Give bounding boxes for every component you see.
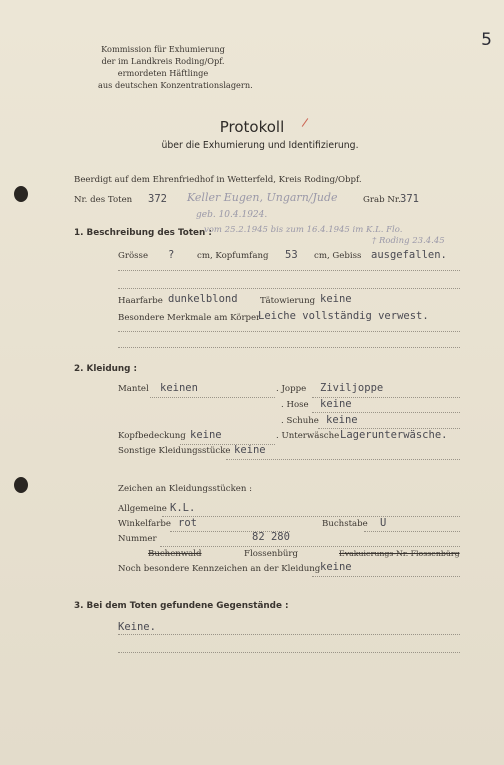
page-number: 5	[481, 30, 492, 50]
letter-value: U	[380, 517, 387, 529]
dotted-line	[312, 412, 460, 413]
dotted-line	[118, 288, 460, 289]
general-mark-label: Allgemeine	[118, 504, 167, 514]
letter-label: Buchstabe	[322, 519, 368, 529]
section1-heading: 1. Beschreibung des Toten :	[74, 228, 212, 238]
dotted-line	[160, 546, 460, 547]
hair-value: dunkelblond	[168, 293, 238, 305]
coat-label: Mantel	[118, 384, 149, 394]
handwritten-note: vom 25.2.1945 bis zum 16.4.1945 im K.L. Flo.	[204, 225, 403, 235]
angle-color-label: Winkelfarbe	[118, 519, 172, 529]
tattoo-label: Tätowierung	[260, 296, 316, 306]
burial-line: Beerdigt auf dem Ehrenfriedhof in Wetterfeld, Kreis Roding/Obpf.	[74, 175, 362, 185]
hair-label: Haarfarbe	[118, 296, 163, 306]
headwear-value: keine	[190, 429, 222, 441]
height-value: ?	[168, 249, 175, 261]
dotted-line	[118, 347, 460, 348]
header-line-2: der im Landkreis Roding/Opf.	[101, 56, 225, 66]
special-marks-label: Noch besondere Kennzeichen an der Kleidung	[118, 564, 321, 574]
other-clothing-value: keine	[234, 444, 266, 456]
found-items-value: Keine.	[118, 621, 156, 633]
grave-value: 371	[400, 193, 419, 205]
camp-flossenbuerg: Flossenbürg	[244, 549, 298, 559]
handwritten-note-2: † Roding 23.4.45	[372, 236, 445, 246]
header-line-1: Kommission für Exhumierung	[101, 44, 225, 54]
section3-heading: 3. Bei dem Toten gefundene Gegenstände :	[74, 601, 289, 611]
number-value: 82 280	[252, 531, 290, 543]
general-mark-value: K.L.	[170, 502, 196, 514]
teeth-value: ausgefallen.	[371, 249, 447, 261]
cm-teeth-label: cm, Gebiss	[314, 251, 362, 261]
angle-color-value: rot	[178, 517, 197, 529]
dotted-line	[118, 270, 460, 271]
tattoo-value: keine	[320, 293, 352, 305]
grave-label: Grab Nr.	[363, 195, 401, 205]
dotted-line	[118, 634, 460, 635]
dotted-line	[312, 576, 460, 577]
birth-handwritten: geb. 10.4.1924.	[196, 210, 268, 220]
dotted-line	[118, 652, 460, 653]
jacket-label: . Joppe	[276, 384, 307, 394]
number-label: Nummer	[118, 534, 157, 544]
underwear-value: Lagerunterwäsche.	[340, 429, 448, 441]
marks-label: Besondere Merkmale am Körper	[118, 313, 261, 323]
clothing-marks-heading: Zeichen an Kleidungsstücken :	[118, 484, 253, 494]
punch-hole	[14, 186, 28, 202]
dotted-line	[364, 531, 460, 532]
head-value: 53	[285, 249, 298, 261]
jacket-value: Ziviljoppe	[320, 382, 384, 394]
coat-value: keinen	[160, 382, 198, 394]
marks-value: Leiche vollständig verwest.	[258, 310, 429, 322]
header-line-3: ermordeten Häftlinge	[117, 68, 209, 78]
dotted-line	[226, 459, 460, 460]
underwear-label: . Unterwäsche	[276, 431, 340, 441]
shoes-value: keine	[326, 414, 358, 426]
headwear-label: Kopfbedeckung	[118, 431, 186, 441]
punch-hole	[14, 477, 28, 493]
height-label: Grösse	[118, 251, 149, 261]
dotted-line	[118, 331, 460, 332]
header-line-4: aus deutschen Konzentrationslagern.	[98, 80, 253, 90]
document-subtitle: über die Exhumierung und Identifizierung.	[161, 140, 359, 151]
dead-number-label: Nr. des Toten	[74, 195, 133, 205]
dead-number-value: 372	[148, 193, 167, 205]
dotted-line	[150, 397, 275, 398]
trousers-label: . Hose	[281, 400, 309, 410]
camp-buchenwald: Buchenwald	[148, 549, 202, 559]
dotted-line	[162, 516, 460, 517]
name-handwritten: Keller Eugen, Ungarn/Jude	[187, 191, 338, 204]
other-clothing-label: Sonstige Kleidungsstücke	[118, 446, 231, 456]
section2-heading: 2. Kleidung :	[74, 364, 138, 374]
cm-head-label: cm, Kopfumfang	[197, 251, 269, 261]
trousers-value: keine	[320, 398, 352, 410]
evacuation-number: Evakuierungs-Nr. Flossenbürg	[339, 549, 460, 558]
special-marks-value: keine	[320, 561, 352, 573]
shoes-label: . Schuhe	[281, 416, 319, 426]
document-title: Protokoll	[219, 118, 285, 136]
